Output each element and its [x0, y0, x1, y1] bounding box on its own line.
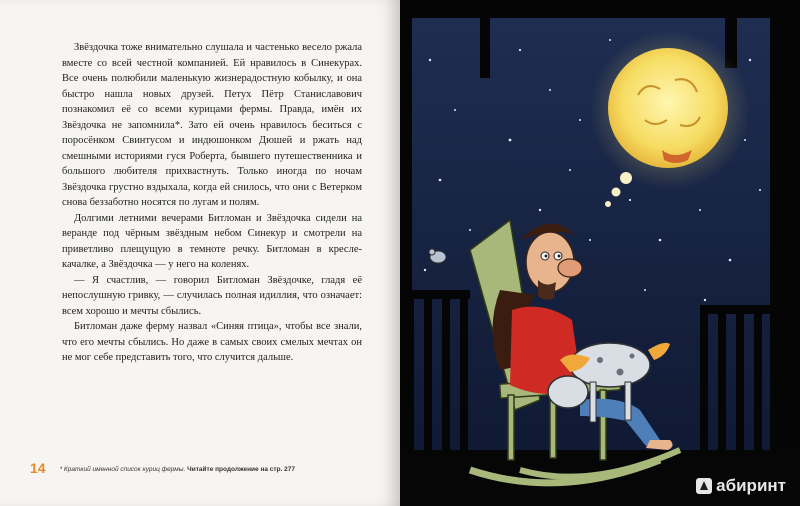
- porch-bracket: [480, 18, 490, 78]
- night-porch-illustration: [400, 0, 800, 506]
- paragraph: Долгими летними вечерами Битломан и Звёздочка сидели на веранде под чёрным звёздным небом Синекур и смотрели на приветливо плещущую в темноте речку. Битломан в кресле-качалке, а Звёздочка — у него на коленях.: [62, 212, 362, 270]
- watermark-logo: [696, 476, 786, 496]
- paragraph: — Я счастлив, — говорил Битломан Звёздочке, гладя её непослушную гривку, — случилась полная идиллия, что означает: всем хорошо и мечты сбылись.: [62, 274, 362, 317]
- paragraph: Битломан даже ферму назвал «Синяя птица», чтобы все знали, что его мечты сбылись. Но даже в самых своих смелых мечтах он не мог себе представить того, что случится дальше.: [62, 321, 362, 363]
- man-nose: [558, 259, 582, 277]
- pony-head: [548, 376, 588, 408]
- footnote: [60, 466, 295, 476]
- paragraph: Звёздочка тоже внимательно слушала и частенько весело ржала вместе со всей честной компанией. Ей нравилось в Синекурах. Все очень полюбили маленькую жизнерадостную кобылку, и она быстро нашла новых друзей. Петух Пётр Станиславович познакомил её со всеми курицами фермы. Правда, имён их Звёздочка не запомнила*. Зато ей очень нравилось беситься с поросёнком Свинтусом и индюшонком Дюшей и ржать над смешными историями гуся Роберта, бывшего путешественника и большого любителя прихвастнуть. Только иногда по ночам Звёздочка грустно вздыхала, когда ей снилось, что они с Ветерком снова беззаботно носятся по лугам и полям.: [62, 42, 362, 208]
- page-footer: [30, 460, 370, 476]
- illustration-page: [400, 0, 800, 506]
- porch-roof: [400, 0, 800, 18]
- text-block: [62, 40, 362, 366]
- footnote-reference: Читайте продолжение на стр. 277: [187, 466, 296, 473]
- watermark-text: абиринт: [716, 476, 786, 495]
- moon: [608, 48, 728, 168]
- porch-post-right: [770, 0, 800, 506]
- page-number: 14: [30, 460, 46, 476]
- labirint-logo-icon: [696, 478, 712, 494]
- footnote-text: * Краткий именной список куриц фермы.: [59, 466, 186, 473]
